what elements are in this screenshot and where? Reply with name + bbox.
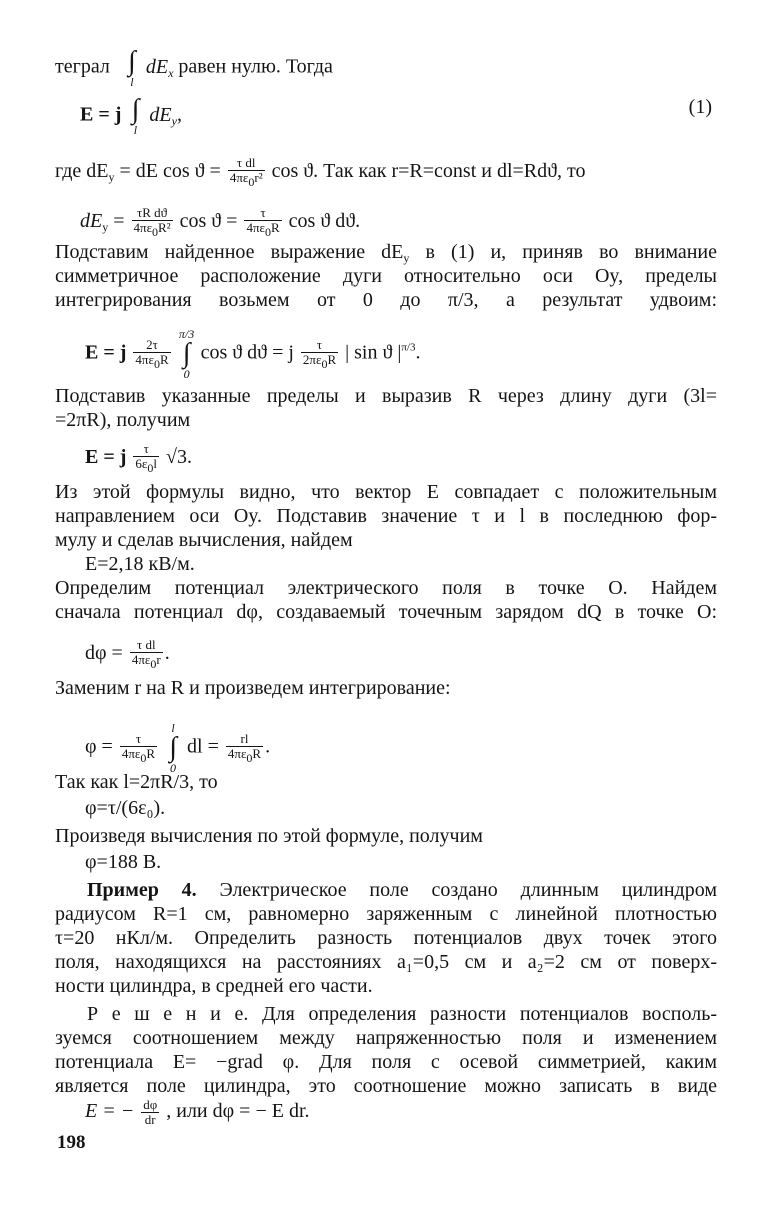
text-line: поля, находящихся на расстояниях a₁=0,5 см и a₂=2 см от поверх- [55,951,717,973]
text-line: Подставив указанные пределы и выразив R через длину дуги (3l= [55,385,717,407]
text-line: =2πR), получим [55,409,191,431]
fraction: $\frac{d\varphi}{dr}$ [143,1097,158,1127]
example-label: Пример 4. [87,879,197,901]
text-line: теграл ∫ l $dE_x$ равен нулю. Тогда [55,46,333,89]
text-fragment: = dE cos ϑ = [119,160,221,183]
text-fragment: cos ϑ dϑ. [288,210,361,233]
text-fragment: cos ϑ dϑ = j [200,341,294,364]
equation-3 [85,442,192,475]
text-line: зуемся соотношением между напряженностью поля и изменением [55,1027,717,1049]
text-fragment: √3. [166,446,192,469]
text-line: сначала потенциал dφ, создаваемый точечным зарядом dQ в точке O: [55,601,717,623]
text-line: Заменим r на R и произведем интегрирование: [55,677,451,699]
text-fragment: cos ϑ = [179,210,238,233]
fraction: $\frac{\text{τ dl}}{4\pi\varepsilon 0r}$ [131,637,161,671]
equation-5: φ = $\frac{\tau}{4\pi\varepsilon 0R}$ l ∫ 0 dl = $\frac{rl}{4\pi\varepsilon 0R}$ . [85,721,271,775]
text-fragment: cos ϑ. Так как r=R=const и dl=Rdϑ, то [271,160,586,183]
equation-6 [85,1098,310,1127]
text-fragment: dE [80,210,103,233]
text-line: потенциала E= −grad φ. Для поля с осевой симметрией, каким [55,1051,717,1073]
fraction: $\frac{\text{τ dl}}{\text{4πε0r²}}$ [229,155,263,189]
text-fragment: Подставим найденное выражение dE [55,241,404,263]
solution-label: Р е ш е н и е. [87,1003,249,1025]
text-fragment: Электрическое поле создано длинным цилиндром [219,879,718,901]
text-line: ности цилиндра, в средней его части. [55,975,373,997]
equation-lhs: E = j [85,446,127,469]
text-line: радиусом R=1 см, равномерно заряженным с линейной плотностью [55,903,717,925]
fraction: $\frac{\tau}{6\varepsilon 0l}$ [135,441,157,475]
integral-sign: ∫ l [128,46,136,89]
fraction: $\frac{\text{τR dϑ}}{\text{4πε0R²}}$ [133,205,171,239]
equation-lhs: dφ = [85,642,123,665]
text-fragment: dl = [187,735,219,758]
result-line: φ=188 В. [85,851,162,873]
equation-1: E = j ∫ l $dE_y$, [80,94,182,137]
result-line: E=2,18 кВ/м. [85,553,195,575]
fraction: $\frac{rl}{4\pi\varepsilon 0R}$ [227,730,262,765]
text-line: τ=20 нКл/м. Определить разность потенциалов двух точек этого [55,927,717,949]
text-line: направлением оси Oy. Подставив значение τ и l в последнюю фор- [55,505,717,527]
equation-line: $dE_y$ = $\frac{\text{τR dϑ}}{\text{4πε0R²}}$ cos ϑ = $\frac{\tau}{4\pi\varepsilon 0R}$ cos ϑ dϑ. [80,205,361,239]
text-line: является поле цилиндра, это соотношение можно записать в виде [55,1075,717,1097]
text-line: Из этой формулы видно, что вектор E совпадает с положительным [55,481,717,503]
equation-lhs: E = − [85,1100,135,1123]
text-fragment: равен нулю. Тогда [178,55,333,78]
equation-number: (1) [688,96,712,118]
integral-sign: π/3 ∫ 0 [178,327,195,381]
equation-2: E = j $\frac{2\tau}{4\pi\varepsilon 0R}$ π/3 ∫ 0 cos ϑ dϑ = j $\frac{\tau}{2\pi\varepsilon 0R}$ | sin ϑ $|^{\pi/3}$. [85,327,421,381]
integral-sign: ∫ l [131,94,140,137]
text-fragment: | sin ϑ | [345,341,402,364]
text-fragment: , или dφ = − E dr. [166,1100,310,1123]
fraction: $\frac{\tau}{4\pi\varepsilon 0R}$ [121,730,156,765]
equation-lhs: φ = [85,735,113,758]
fraction: $\frac{2\tau}{4\pi\varepsilon 0R}$ [135,336,169,371]
text-line [55,878,717,902]
text-line: Подставим найденное выражение $dE_y$ в (1) и, приняв во внимание [55,241,717,265]
text-fragment: теграл [55,55,110,78]
text-line: интегрирования возьмем от 0 до π/3, а результат удвоим: [55,289,717,311]
fraction: $\frac{\tau}{2\pi\varepsilon 0R}$ [302,336,337,371]
text-line: симметричное расположение дуги относительно оси Oy, пределы [55,265,717,287]
text-fragment: в (1) и, приняв во внимание [425,241,717,263]
result-line: φ=τ/(6ε₀). [85,797,166,819]
equation-4: dφ = $\frac{\text{τ dl}}{4\pi\varepsilon 0r}$ . [85,637,170,671]
text-line: Так как l=2πR/3, то [55,771,218,793]
equation-lhs: E = j [85,341,127,364]
text-line: Произведя вычисления по этой формуле, получим [55,825,483,847]
text-line: мулу и сделав вычисления, найдем [55,529,353,551]
text-line: Определим потенциал электрического поля в точке O. Найдем [55,577,717,599]
text-line: где $dE_y$ = dE cos ϑ = $\frac{\text{τ dl}}{\text{4πε0r²}}$ cos ϑ. Так как r=R=const и dl=Rdϑ, то [55,155,586,189]
page-number: 198 [57,1132,86,1153]
equation-lhs: E = j [80,103,122,126]
text-fragment: где dE [55,160,109,183]
integral-sign: l ∫ 0 [169,721,177,775]
text-line [55,1002,717,1026]
text-fragment: Для определения разности потенциалов восполь- [262,1003,718,1025]
fraction: $\frac{\tau}{4\pi\varepsilon 0R}$ [246,205,280,239]
